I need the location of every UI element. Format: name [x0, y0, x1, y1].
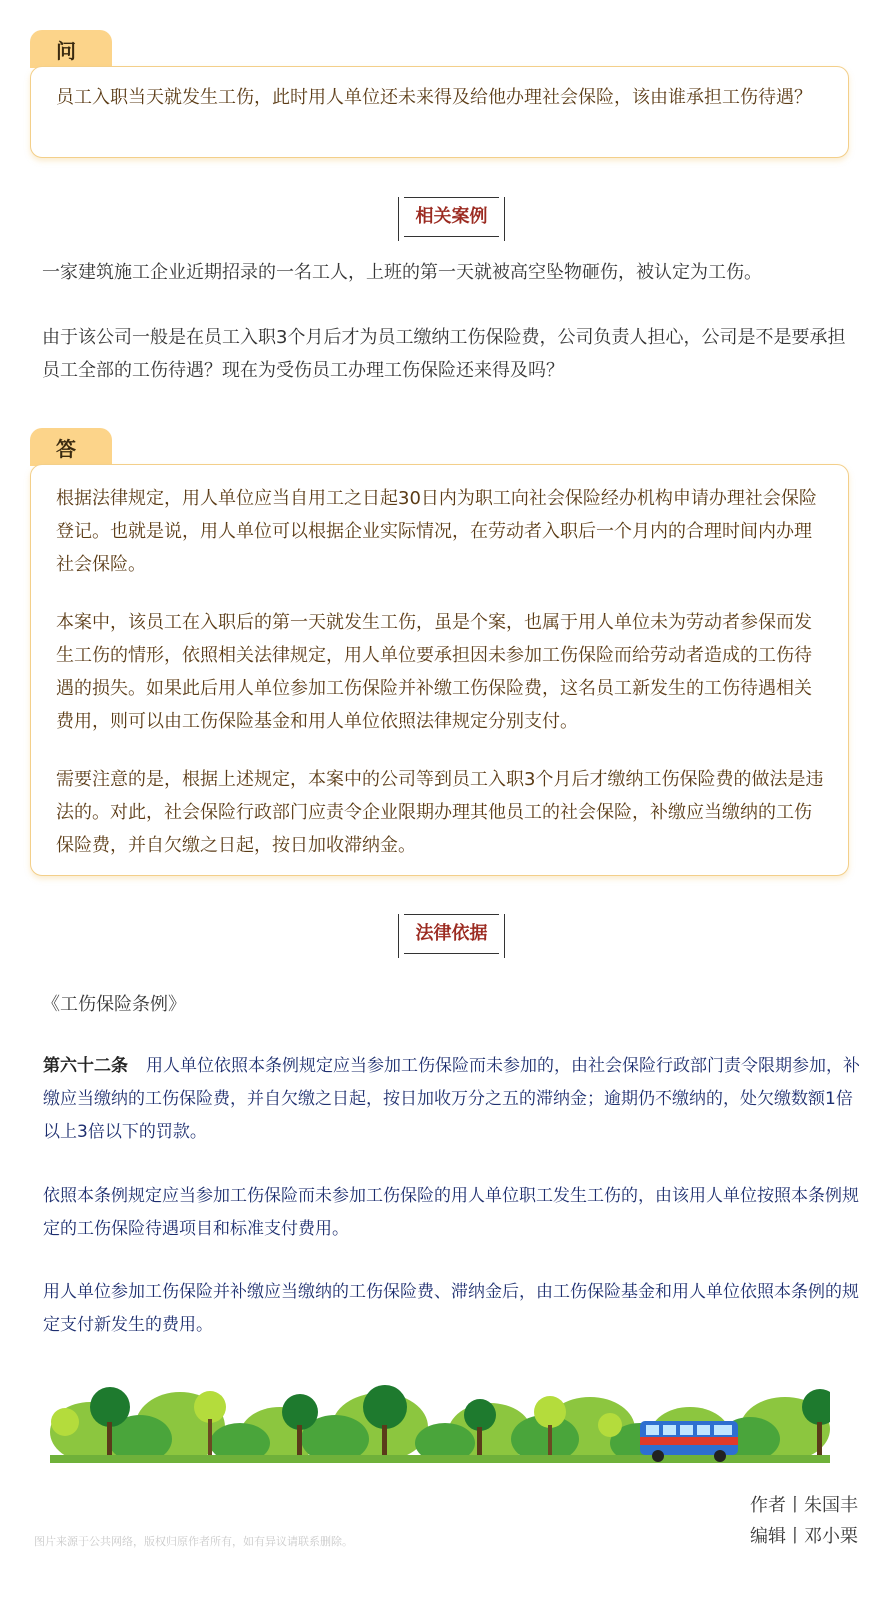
answer-paragraph-2: 本案中，该员工在入职后的第一天就发生工伤，虽是个案，也属于用人单位未为劳动者参保而发生工伤的情形，依照相关法律规定，用人单位要承担因未参加工伤保险而给劳动者造成的工伤待遇的损失。如果此后用人单位参加工伤保险并补缴工伤保险费，这名员工新发生的工伤待遇相关费用，则可以由工伤保险基金和用人单位依照法律规定分别支付。 [56, 612, 812, 732]
forest-bus-illustration [50, 1377, 830, 1467]
question-text: 员工入职当天就发生工伤，此时用人单位还未来得及给他办理社会保险，该由谁承担工伤待遇？ [56, 87, 812, 108]
author-credit: 作者丨朱国丰 [750, 1495, 858, 1516]
answer-paragraph-3: 需要注意的是，根据上述规定，本案中的公司等到员工入职3个月后才缴纳工伤保险费的做法是违法的。对此，社会保险行政部门应责令企业限期办理其他员工的社会保险，补缴应当缴纳的工伤保险费，并自欠缴之日起，按日加收滞纳金。 [56, 769, 824, 856]
question-tab: 问 [30, 30, 112, 68]
answer-box [30, 464, 849, 876]
image-source-note: 图片来源于公共网络，版权归原作者所有，如有异议请联系删除。 [34, 1535, 353, 1548]
article-label: 第六十二条 [43, 1056, 128, 1076]
article-text: 用人单位依照本条例规定应当参加工伤保险而未参加的，由社会保险行政部门责令限期参加，补缴应当缴纳的工伤保险费，并自欠缴之日起，按日加收万分之五的滞纳金；逾期仍不缴纳的，处欠缴数额1倍以上3倍以下的罚款。 [43, 1056, 860, 1142]
case-heading [398, 197, 505, 241]
answer-tab: 答 [30, 428, 112, 466]
case-paragraph-2: 由于该公司一般是在员工入职3个月后才为员工缴纳工伤保险费，公司负责人担心，公司是不是要承担员工全部的工伤待遇？现在为受伤员工办理工伤保险还来得及吗？ [42, 327, 846, 381]
legal-heading [398, 914, 505, 958]
question-box [30, 66, 849, 158]
answer-paragraph-1: 根据法律规定，用人单位应当自用工之日起30日内为职工向社会保险经办机构申请办理社会保险登记。也就是说，用人单位可以根据企业实际情况，在劳动者入职后一个月内的合理时间内办理社会保险。 [56, 488, 817, 575]
law-paragraph-2: 依照本条例规定应当参加工伤保险而未参加工伤保险的用人单位职工发生工伤的，由该用人单位按照本条例规定的工伤保险待遇项目和标准支付费用。 [43, 1186, 859, 1239]
article-62 [43, 1050, 863, 1149]
case-paragraph-1: 一家建筑施工企业近期招录的一名工人，上班的第一天就被高空坠物砸伤，被认定为工伤。 [42, 262, 762, 283]
case-heading-label: 相关案例 [404, 197, 499, 237]
editor-credit: 编辑丨邓小栗 [750, 1526, 858, 1547]
statute-title: 《工伤保险条例》 [42, 994, 186, 1015]
law-paragraph-3: 用人单位参加工伤保险并补缴应当缴纳的工伤保险费、滞纳金后，由工伤保险基金和用人单位依照本条例的规定支付新发生的费用。 [43, 1282, 859, 1335]
legal-heading-label: 法律依据 [404, 914, 499, 954]
